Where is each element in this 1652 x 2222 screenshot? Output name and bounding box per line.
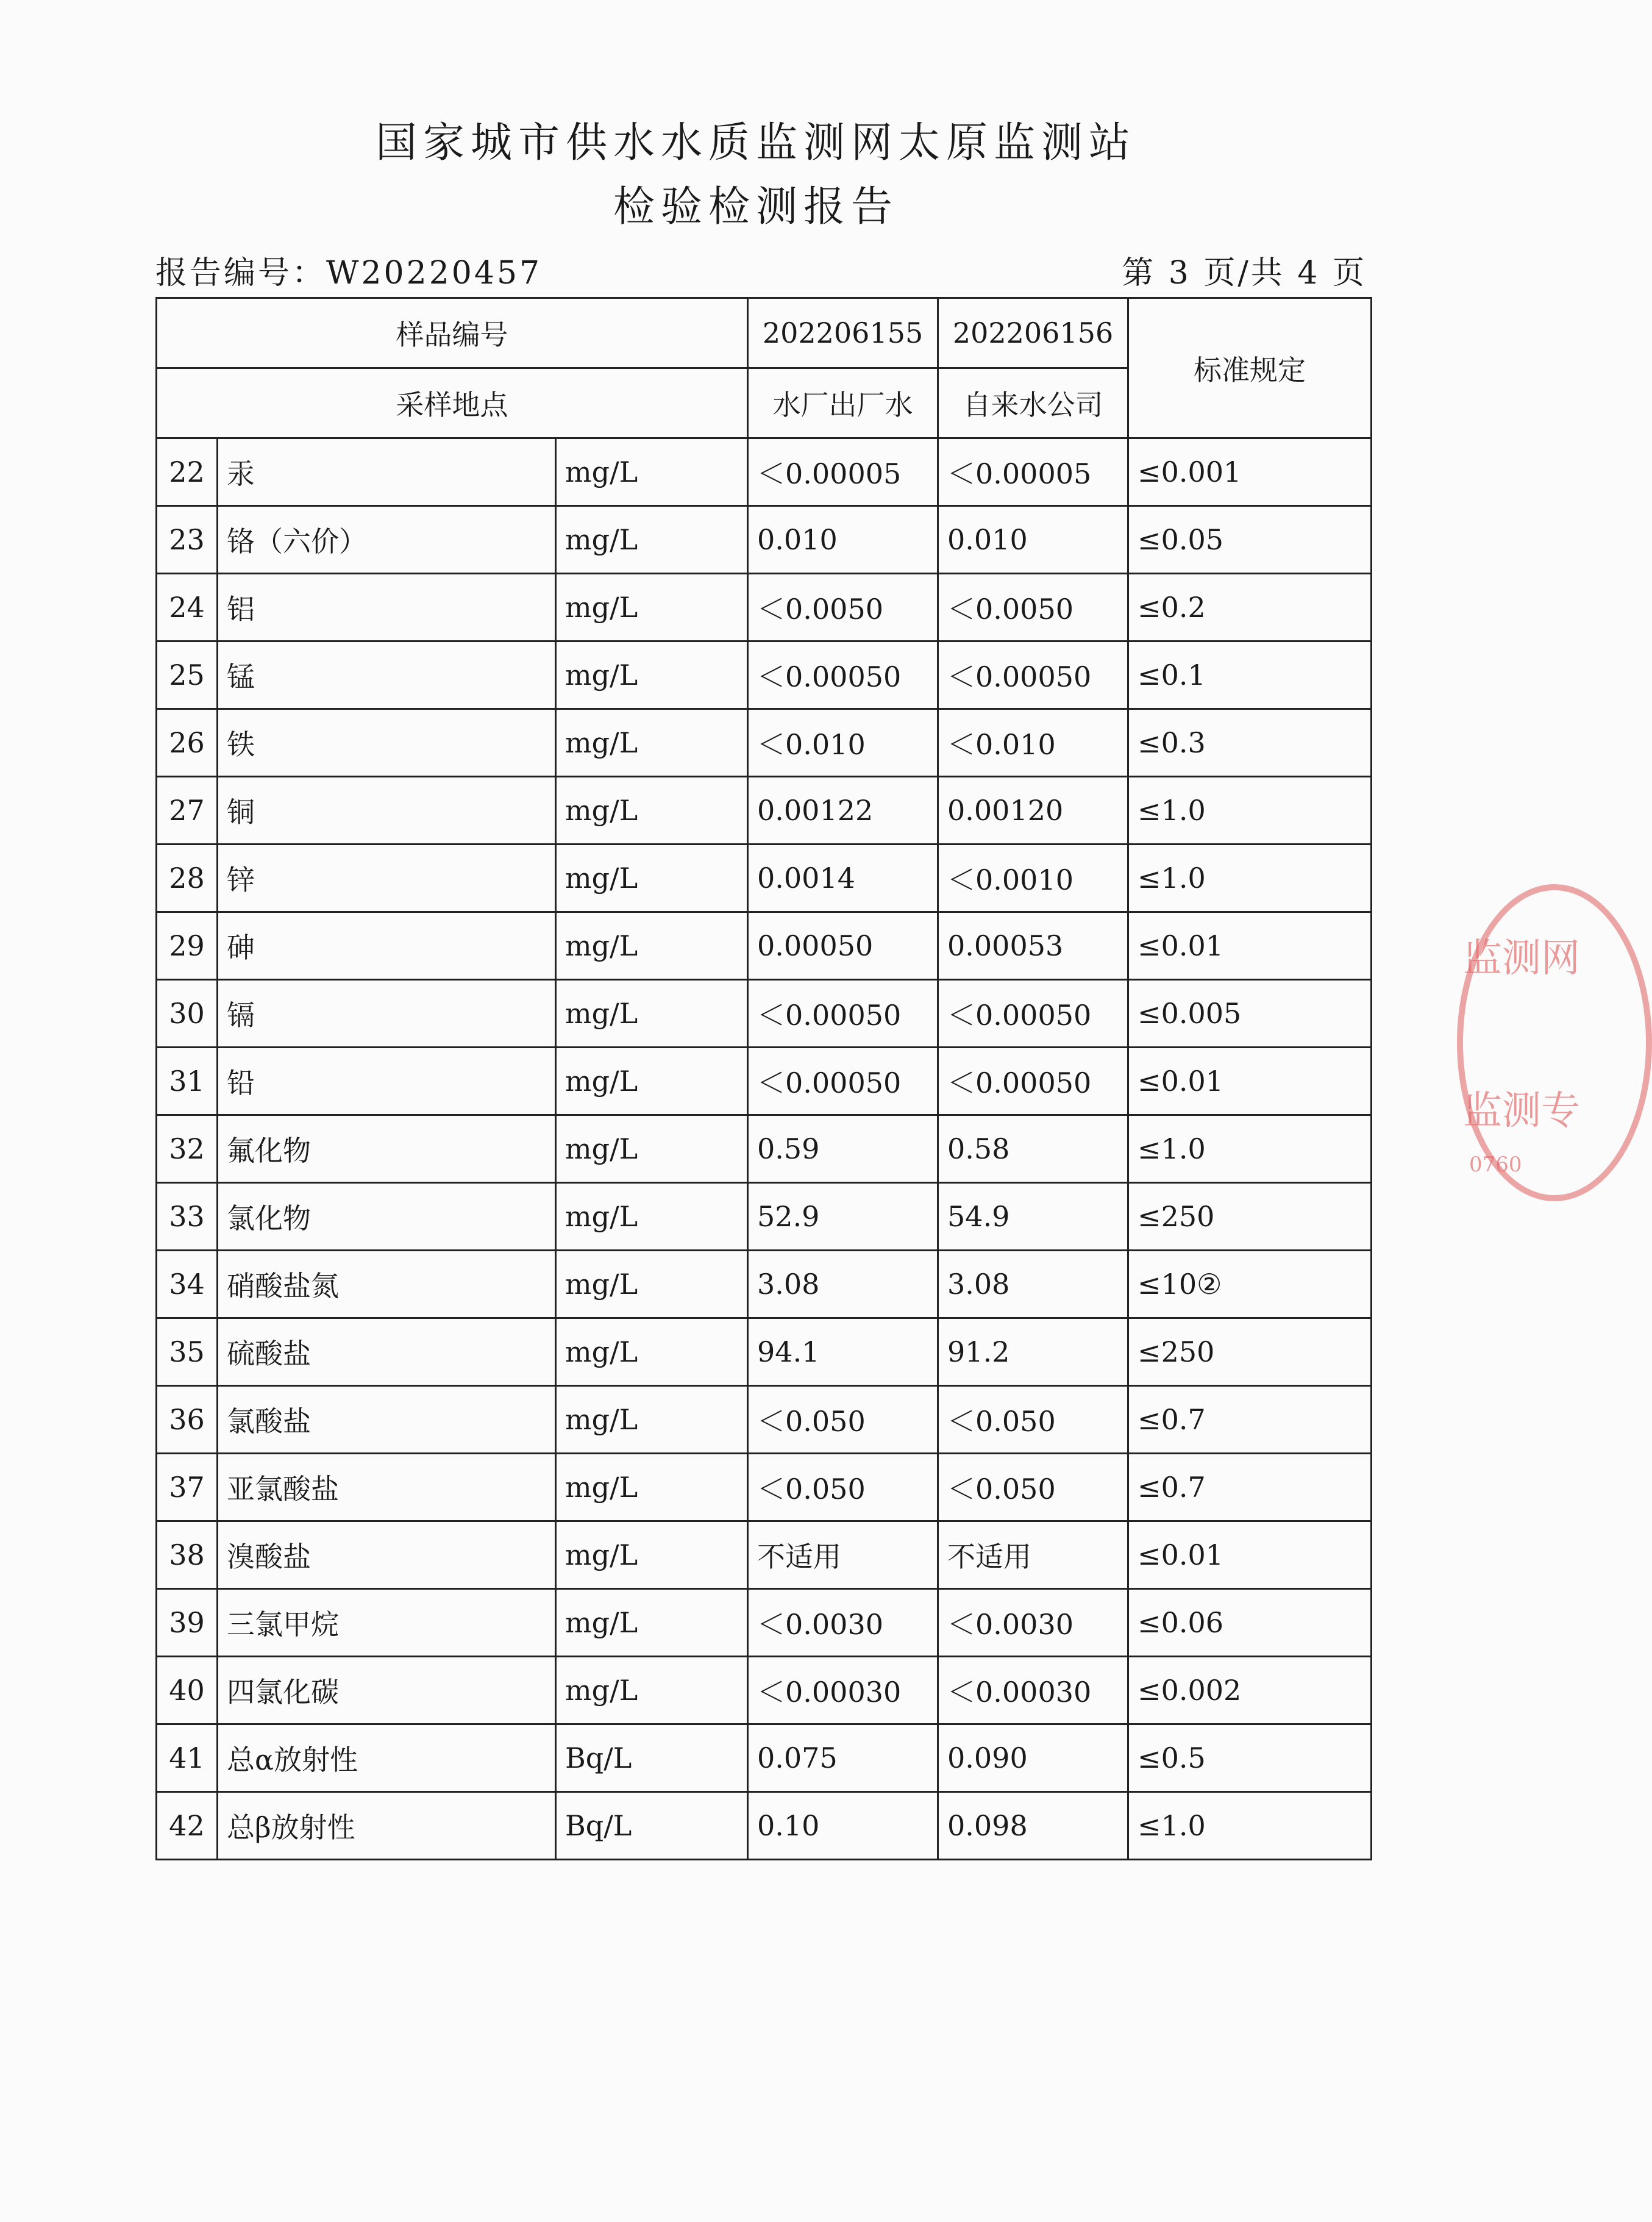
table-row bbox=[157, 1386, 1372, 1454]
value-sample-1: 不适用 bbox=[748, 1521, 938, 1589]
header-row-sample-no bbox=[157, 298, 1372, 368]
row-number: 37 bbox=[157, 1454, 218, 1521]
row-number: 31 bbox=[157, 1048, 218, 1115]
value-sample-1: 0.010 bbox=[748, 506, 938, 574]
value-sample-2: 0.00053 bbox=[938, 912, 1128, 980]
row-number: 29 bbox=[157, 912, 218, 980]
value-sample-2: 54.9 bbox=[938, 1183, 1128, 1251]
table-row bbox=[157, 1589, 1372, 1657]
unit: mg/L bbox=[556, 1657, 748, 1724]
row-number: 23 bbox=[157, 506, 218, 574]
standard-limit: ≤0.1 bbox=[1128, 641, 1372, 709]
unit: mg/L bbox=[556, 980, 748, 1048]
table-row bbox=[157, 1454, 1372, 1521]
item-name: 硝酸盐氮 bbox=[218, 1251, 556, 1318]
item-name: 亚氯酸盐 bbox=[218, 1454, 556, 1521]
value-sample-2: ＜0.010 bbox=[938, 709, 1128, 777]
standard-limit: ≤0.002 bbox=[1128, 1657, 1372, 1724]
standard-limit: ≤0.001 bbox=[1128, 438, 1372, 506]
row-number: 36 bbox=[157, 1386, 218, 1454]
table-row bbox=[157, 845, 1372, 912]
table-row bbox=[157, 1724, 1372, 1792]
unit: mg/L bbox=[556, 709, 748, 777]
item-name: 铁 bbox=[218, 709, 556, 777]
row-number: 26 bbox=[157, 709, 218, 777]
standard-limit: ≤0.2 bbox=[1128, 574, 1372, 641]
value-sample-2: ＜0.00005 bbox=[938, 438, 1128, 506]
table-row bbox=[157, 438, 1372, 506]
standard-limit: ≤250 bbox=[1128, 1183, 1372, 1251]
table-row bbox=[157, 1048, 1372, 1115]
unit: mg/L bbox=[556, 1115, 748, 1183]
value-sample-1: ＜0.00050 bbox=[748, 1048, 938, 1115]
value-sample-1: 0.075 bbox=[748, 1724, 938, 1792]
item-name: 三氯甲烷 bbox=[218, 1589, 556, 1657]
table-row bbox=[157, 980, 1372, 1048]
seal-text-3: 0760 bbox=[1469, 1152, 1522, 1177]
row-number: 25 bbox=[157, 641, 218, 709]
standard-limit: ≤1.0 bbox=[1128, 777, 1372, 845]
value-sample-1: ＜0.00005 bbox=[748, 438, 938, 506]
standard-limit: ≤0.01 bbox=[1128, 1521, 1372, 1589]
value-sample-2: ＜0.00050 bbox=[938, 1048, 1128, 1115]
unit: mg/L bbox=[556, 506, 748, 574]
standard-limit: ≤10② bbox=[1128, 1251, 1372, 1318]
value-sample-1: ＜0.050 bbox=[748, 1386, 938, 1454]
standard-limit: ≤0.06 bbox=[1128, 1589, 1372, 1657]
table-row bbox=[157, 506, 1372, 574]
unit: mg/L bbox=[556, 845, 748, 912]
item-name: 氯酸盐 bbox=[218, 1386, 556, 1454]
table-row bbox=[157, 1657, 1372, 1724]
value-sample-2: 0.090 bbox=[938, 1724, 1128, 1792]
seal-text-2: 监测专 bbox=[1463, 1088, 1580, 1134]
value-sample-2: ＜0.00030 bbox=[938, 1657, 1128, 1724]
value-sample-1: 94.1 bbox=[748, 1318, 938, 1386]
table-row bbox=[157, 1521, 1372, 1589]
standard-limit: ≤1.0 bbox=[1128, 845, 1372, 912]
unit: Bq/L bbox=[556, 1792, 748, 1860]
standard-limit: ≤0.005 bbox=[1128, 980, 1372, 1048]
standard-limit: ≤0.7 bbox=[1128, 1454, 1372, 1521]
row-number: 34 bbox=[157, 1251, 218, 1318]
standard-limit: ≤1.0 bbox=[1128, 1115, 1372, 1183]
row-number: 32 bbox=[157, 1115, 218, 1183]
standard-limit: ≤250 bbox=[1128, 1318, 1372, 1386]
sample-no-label: 样品编号 bbox=[157, 298, 748, 368]
report-title: 国家城市供水水质监测网太原监测站 bbox=[375, 119, 1136, 167]
item-name: 氯化物 bbox=[218, 1183, 556, 1251]
value-sample-1: 0.0014 bbox=[748, 845, 938, 912]
item-name: 锰 bbox=[218, 641, 556, 709]
unit: mg/L bbox=[556, 1386, 748, 1454]
value-sample-1: ＜0.00030 bbox=[748, 1657, 938, 1724]
unit: mg/L bbox=[556, 438, 748, 506]
table-row bbox=[157, 912, 1372, 980]
unit: mg/L bbox=[556, 1183, 748, 1251]
table-row bbox=[157, 1183, 1372, 1251]
report-number: 报告编号：W20220457 bbox=[155, 255, 543, 291]
value-sample-1: 0.00122 bbox=[748, 777, 938, 845]
item-name: 总α放射性 bbox=[218, 1724, 556, 1792]
value-sample-1: 52.9 bbox=[748, 1183, 938, 1251]
unit: Bq/L bbox=[556, 1724, 748, 1792]
value-sample-1: ＜0.0030 bbox=[748, 1589, 938, 1657]
row-number: 42 bbox=[157, 1792, 218, 1860]
value-sample-1: 0.00050 bbox=[748, 912, 938, 980]
unit: mg/L bbox=[556, 1589, 748, 1657]
row-number: 28 bbox=[157, 845, 218, 912]
table-row bbox=[157, 574, 1372, 641]
sample-no-1: 202206155 bbox=[748, 298, 938, 368]
item-name: 四氯化碳 bbox=[218, 1657, 556, 1724]
unit: mg/L bbox=[556, 1318, 748, 1386]
standard-limit: ≤0.7 bbox=[1128, 1386, 1372, 1454]
unit: mg/L bbox=[556, 1454, 748, 1521]
value-sample-1: 3.08 bbox=[748, 1251, 938, 1318]
value-sample-2: ＜0.0030 bbox=[938, 1589, 1128, 1657]
row-number: 24 bbox=[157, 574, 218, 641]
item-name: 铝 bbox=[218, 574, 556, 641]
site-label: 采样地点 bbox=[157, 368, 748, 438]
item-name: 溴酸盐 bbox=[218, 1521, 556, 1589]
row-number: 39 bbox=[157, 1589, 218, 1657]
value-sample-2: 不适用 bbox=[938, 1521, 1128, 1589]
sample-no-2: 202206156 bbox=[938, 298, 1128, 368]
value-sample-1: ＜0.010 bbox=[748, 709, 938, 777]
value-sample-2: ＜0.00050 bbox=[938, 980, 1128, 1048]
unit: mg/L bbox=[556, 1048, 748, 1115]
unit: mg/L bbox=[556, 574, 748, 641]
table-row bbox=[157, 1792, 1372, 1860]
item-name: 铅 bbox=[218, 1048, 556, 1115]
row-number: 40 bbox=[157, 1657, 218, 1724]
table-row bbox=[157, 641, 1372, 709]
value-sample-2: 91.2 bbox=[938, 1318, 1128, 1386]
item-name: 铜 bbox=[218, 777, 556, 845]
value-sample-1: ＜0.00050 bbox=[748, 980, 938, 1048]
table-row bbox=[157, 709, 1372, 777]
row-number: 33 bbox=[157, 1183, 218, 1251]
unit: mg/L bbox=[556, 641, 748, 709]
value-sample-2: ＜0.0010 bbox=[938, 845, 1128, 912]
unit: mg/L bbox=[556, 777, 748, 845]
unit: mg/L bbox=[556, 912, 748, 980]
value-sample-2: ＜0.050 bbox=[938, 1454, 1128, 1521]
site-2: 自来水公司 bbox=[938, 368, 1128, 438]
item-name: 锌 bbox=[218, 845, 556, 912]
standard-limit: ≤0.05 bbox=[1128, 506, 1372, 574]
table-row bbox=[157, 1318, 1372, 1386]
value-sample-1: ＜0.0050 bbox=[748, 574, 938, 641]
site-1: 水厂出厂水 bbox=[748, 368, 938, 438]
item-name: 铬（六价） bbox=[218, 506, 556, 574]
value-sample-2: 3.08 bbox=[938, 1251, 1128, 1318]
report-subtitle: 检验检测报告 bbox=[613, 183, 899, 231]
row-number: 22 bbox=[157, 438, 218, 506]
value-sample-2: ＜0.0050 bbox=[938, 574, 1128, 641]
table-row bbox=[157, 1251, 1372, 1318]
item-name: 镉 bbox=[218, 980, 556, 1048]
item-name: 汞 bbox=[218, 438, 556, 506]
value-sample-2: ＜0.00050 bbox=[938, 641, 1128, 709]
row-number: 27 bbox=[157, 777, 218, 845]
table-row bbox=[157, 1115, 1372, 1183]
row-number: 41 bbox=[157, 1724, 218, 1792]
standard-limit: ≤0.01 bbox=[1128, 912, 1372, 980]
unit: mg/L bbox=[556, 1521, 748, 1589]
results-table bbox=[155, 297, 1372, 1860]
item-name: 总β放射性 bbox=[218, 1792, 556, 1860]
value-sample-1: 0.59 bbox=[748, 1115, 938, 1183]
standard-label: 标准规定 bbox=[1128, 298, 1372, 438]
value-sample-2: 0.098 bbox=[938, 1792, 1128, 1860]
table-row bbox=[157, 777, 1372, 845]
row-number: 35 bbox=[157, 1318, 218, 1386]
page-indicator: 第 3 页/共 4 页 bbox=[1122, 255, 1367, 291]
value-sample-1: ＜0.00050 bbox=[748, 641, 938, 709]
item-name: 硫酸盐 bbox=[218, 1318, 556, 1386]
value-sample-2: 0.010 bbox=[938, 506, 1128, 574]
value-sample-2: 0.00120 bbox=[938, 777, 1128, 845]
value-sample-1: ＜0.050 bbox=[748, 1454, 938, 1521]
standard-limit: ≤0.3 bbox=[1128, 709, 1372, 777]
standard-limit: ≤0.01 bbox=[1128, 1048, 1372, 1115]
row-number: 30 bbox=[157, 980, 218, 1048]
value-sample-1: 0.10 bbox=[748, 1792, 938, 1860]
standard-limit: ≤1.0 bbox=[1128, 1792, 1372, 1860]
value-sample-2: ＜0.050 bbox=[938, 1386, 1128, 1454]
standard-limit: ≤0.5 bbox=[1128, 1724, 1372, 1792]
row-number: 38 bbox=[157, 1521, 218, 1589]
value-sample-2: 0.58 bbox=[938, 1115, 1128, 1183]
unit: mg/L bbox=[556, 1251, 748, 1318]
item-name: 砷 bbox=[218, 912, 556, 980]
item-name: 氟化物 bbox=[218, 1115, 556, 1183]
seal-text-1: 监测网 bbox=[1463, 936, 1580, 981]
